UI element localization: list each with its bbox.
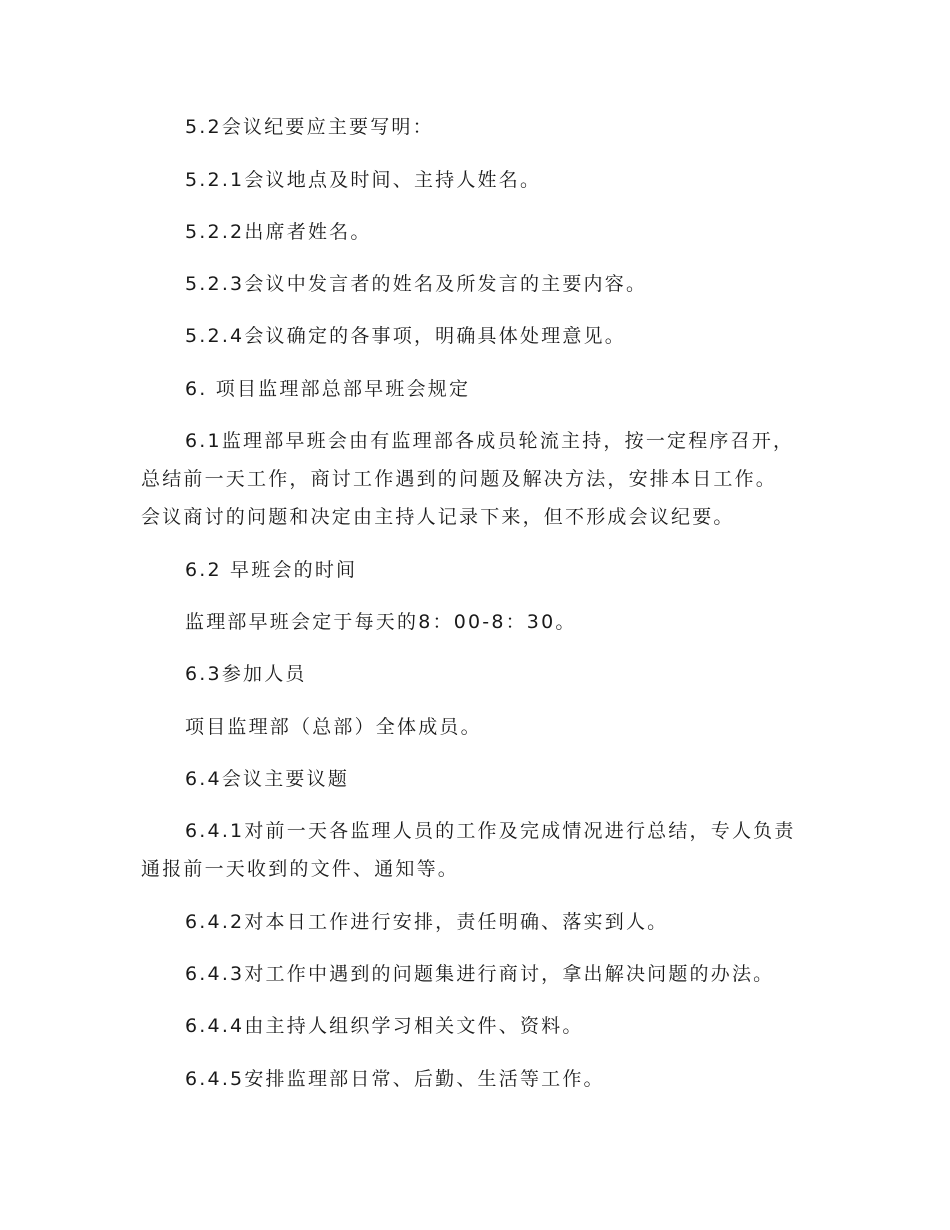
text-line: 5.2.3会议中发言者的姓名及所发言的主要内容。 [185,273,648,295]
text-line: 6.2 早班会的时间 [185,559,358,581]
text-line: 总结前一天工作，商讨工作遇到的问题及解决方法，安排本日工作。 [141,468,778,490]
text-line: 会议商讨的问题和决定由主持人记录下来，但不形成会议纪要。 [141,506,735,528]
text-line: 6.4.2对本日工作进行安排，责任明确、落实到人。 [185,911,669,933]
text-line: 6.4会议主要议题 [185,768,350,790]
text-line: 6.4.5安排监理部日常、后勤、生活等工作。 [185,1068,605,1090]
text-line: 5.2.4会议确定的各事项，明确具体处理意见。 [185,325,626,347]
text-line: 6.3参加人员 [185,663,307,685]
text-line: 5.2.1会议地点及时间、主持人姓名。 [185,169,542,191]
text-line: 监理部早班会定于每天的8：00-8：30。 [185,611,577,633]
text-line: 6.4.3对工作中遇到的问题集进行商讨，拿出解决问题的办法。 [185,963,775,985]
text-line: 项目监理部（总部）全体成员。 [185,716,482,738]
section-heading: 6. 项目监理部总部早班会规定 [185,378,471,400]
text-line: 6.1监理部早班会由有监理部各成员轮流主持，按一定程序召开， [185,430,795,452]
text-line: 通报前一天收到的文件、通知等。 [141,858,460,880]
text-line: 6.4.1对前一天各监理人员的工作及完成情况进行总结，专人负责 [185,820,796,842]
text-line: 5.2.2出席者姓名。 [185,221,372,243]
text-line: 5.2会议纪要应主要写明： [185,116,434,138]
text-line: 6.4.4由主持人组织学习相关文件、资料。 [185,1015,584,1037]
